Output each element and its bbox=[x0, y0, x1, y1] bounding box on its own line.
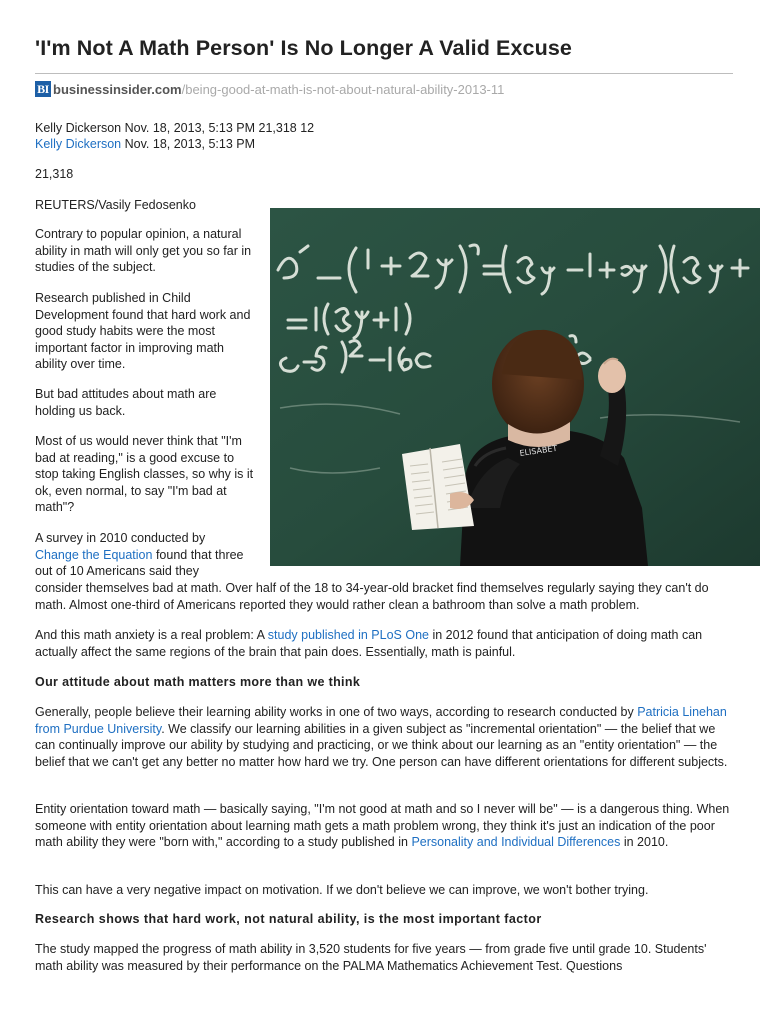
article-title: 'I'm Not A Math Person' Is No Longer A Valid Excuse bbox=[35, 36, 572, 60]
plos-one-study-link[interactable]: study published in PLoS One bbox=[267, 628, 429, 642]
paragraph-survey bbox=[35, 530, 255, 580]
heading-research: Research shows that hard work, not natural ability, is the most important factor bbox=[35, 912, 542, 926]
patricia-linehan-link[interactable]: Patricia Linehan from Purdue University bbox=[35, 705, 727, 736]
paragraph-reading bbox=[35, 433, 255, 516]
publish-date: Nov. 18, 2013, 5:13 PM bbox=[121, 137, 256, 151]
entity-text-post: in 2010. bbox=[620, 835, 669, 850]
paragraph-attitudes bbox=[35, 386, 255, 419]
paragraph-research bbox=[35, 290, 255, 373]
byline-summary: Kelly Dickerson Nov. 18, 2013, 5:13 PM 21,318 12 bbox=[35, 121, 315, 135]
chalkboard-photo-image bbox=[270, 208, 760, 566]
title-divider bbox=[35, 73, 733, 74]
heading-attitude: Our attitude about math matters more than we think bbox=[35, 675, 361, 689]
personality-differences-link[interactable]: Personality and Individual Differences bbox=[411, 835, 621, 850]
source-path[interactable]: /being-good-at-math-is-not-about-natural-ability-2013-11 bbox=[181, 81, 505, 97]
survey-text-post: found that three out of 10 Americans said they bbox=[35, 547, 244, 578]
source-line[interactable] bbox=[35, 81, 504, 97]
paragraph-reading-text: Most of us would never think that "I'm bad at reading," is a good excuse to stop taking English classes, so why is it ok, even normal, to say "I'm bad at math"? bbox=[35, 434, 254, 514]
source-domain[interactable]: businessinsider.com bbox=[53, 81, 182, 97]
paragraph-intro bbox=[35, 226, 255, 276]
orientation-text-pre: Generally, people believe their learning ability works in one of two ways, according to research conducted by bbox=[35, 705, 638, 719]
change-the-equation-link[interactable]: Change the Equation bbox=[35, 547, 153, 562]
anxiety-text-pre: And this math anxiety is a real problem: A bbox=[35, 628, 268, 642]
anxiety-text-post: in 2012 found that anticipation of doing math can actually affect the same regions of the brain that pain does. Essentially, math is painful. bbox=[35, 628, 703, 659]
paragraph-study bbox=[35, 941, 733, 974]
byline bbox=[35, 137, 255, 151]
business-insider-logo-icon: BI bbox=[35, 81, 51, 97]
entity-text-pre: Entity orientation toward math — basically saying, "I'm not good at math and so I never will be" — is a dangerous thing. When someone with entity orientation about learning math gets a math problem wrong, they think it's just an indication of the poor math ability they were "born with," according to a study published in bbox=[35, 802, 730, 850]
paragraph-study-text: The study mapped the progress of math ability in 3,520 students for five years — from grade five until grade 10. Students' math ability was measured by their performance on the PALMA Mathematics Achievement Test. Questions bbox=[35, 942, 707, 973]
paragraph-motivation-text: This can have a very negative impact on motivation. If we don't believe we can improve, we won't bother trying. bbox=[35, 883, 649, 897]
survey-text-pre: A survey in 2010 conducted by bbox=[35, 531, 206, 545]
orientation-text-post: . We classify our learning abilities in a given subject as "incremental orientation" — the belief that we can continually improve our ability by studying and practicing, or we think about our learning as an "entity orientation" — the belief that we can't get any better no matter how hard we try. One person can have different orientations for different subjects. bbox=[35, 721, 728, 769]
author-link[interactable]: Kelly Dickerson bbox=[35, 137, 122, 151]
classroom-chalkboard-photo bbox=[270, 208, 760, 566]
photo-credit: REUTERS/Vasily Fedosenko bbox=[35, 198, 196, 212]
paragraph-orientation bbox=[35, 704, 733, 770]
paragraph-entity bbox=[35, 801, 733, 851]
paragraph-survey-continued-text: consider themselves bad at math. Over half of the 18 to 34-year-old bracket find themselves regularly saying they can't do math. Almost one-third of Americans reported they would rather clean a bathroom than solve a math problem. bbox=[35, 581, 709, 612]
view-count: 21,318 bbox=[35, 167, 74, 181]
paragraph-research-text: Research published in Child Development found that hard work and good study habits were the most important factor in improving math ability over time. bbox=[35, 291, 251, 371]
paragraph-anxiety bbox=[35, 627, 733, 660]
paragraph-attitudes-text: But bad attitudes about math are holding us back. bbox=[35, 387, 217, 418]
svg-text:ELISABET: ELISABET bbox=[519, 443, 558, 458]
paragraph-intro-text: Contrary to popular opinion, a natural ability in math will only get you so far in studies of the subject. bbox=[35, 227, 252, 274]
paragraph-survey-continued bbox=[35, 580, 733, 613]
paragraph-motivation bbox=[35, 882, 733, 899]
